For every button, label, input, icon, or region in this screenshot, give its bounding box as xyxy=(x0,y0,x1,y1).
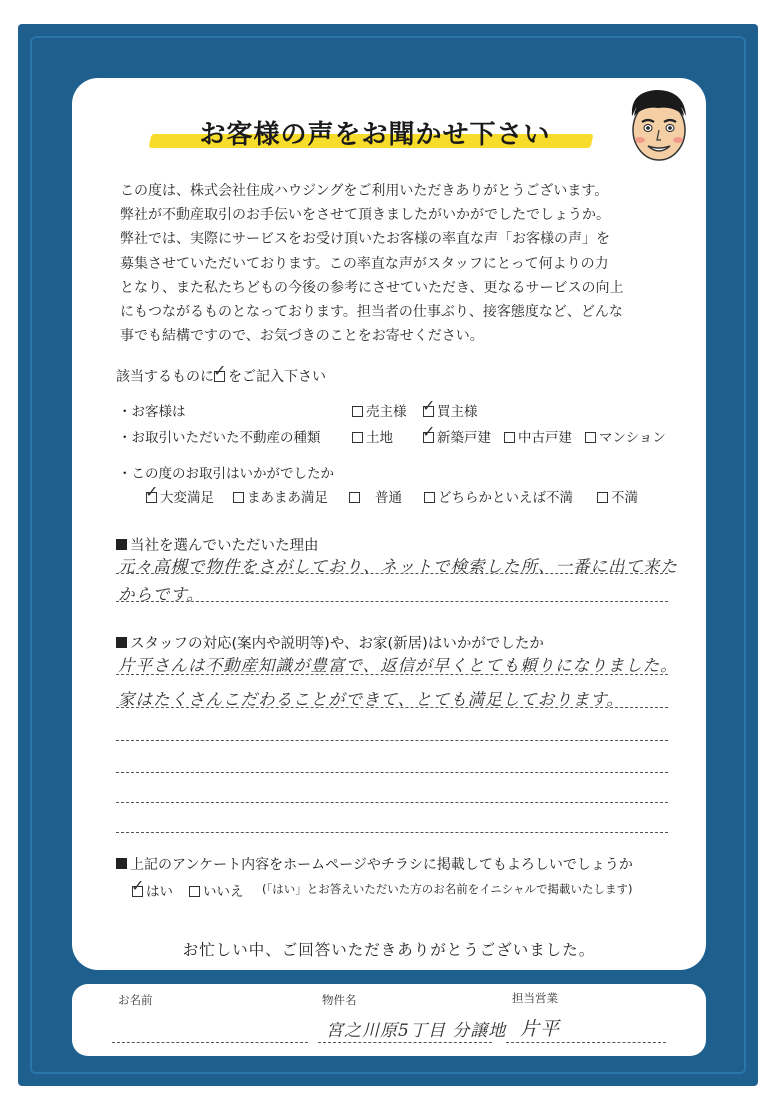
intro-line: この度は、株式会社住成ハウジングをご利用いただきありがとうございます。 xyxy=(120,183,609,199)
thanks-message: お忙しい中、ご回答いただきありがとうございました。 xyxy=(182,941,596,959)
customer-type-label: ・お客様は xyxy=(118,404,186,420)
intro-line: 弊社が不動産取引のお手伝いをさせて頂きましたがいかがでしたでしょうか。 xyxy=(120,207,610,224)
checkbox-option[interactable] xyxy=(424,486,573,506)
intro-line: 事でも結構ですので、お気づきのことをお寄せください。 xyxy=(120,328,484,345)
option-label: 大変満足 xyxy=(160,490,214,506)
instruction-pre: 該当するものに xyxy=(116,369,214,385)
checkbox-option[interactable] xyxy=(349,486,402,506)
check-icon: ✓ xyxy=(145,482,159,501)
option-label: いいえ xyxy=(203,884,244,900)
instruction xyxy=(116,361,326,386)
property-type-label: ・お取引いただいた不動産の種類 xyxy=(118,430,321,446)
checkbox-option[interactable] xyxy=(189,880,244,900)
option-label: 新築戸建 xyxy=(437,430,491,446)
checkbox-checked[interactable] xyxy=(422,396,436,417)
option-label: 普通 xyxy=(375,490,402,506)
name-label: お名前 xyxy=(118,993,153,1007)
checkbox-checked[interactable] xyxy=(131,876,145,897)
checkbox-option[interactable] xyxy=(352,400,407,420)
checkbox-option[interactable] xyxy=(597,486,638,506)
staff-title-text: スタッフの対応(案内や説明等)や、お家(新居)はいかがでしたか xyxy=(130,636,544,652)
option-label: マンション xyxy=(599,430,666,446)
answer-line xyxy=(116,772,668,773)
name-line xyxy=(112,1042,308,1043)
checkbox[interactable] xyxy=(349,492,360,503)
answer-line xyxy=(116,707,668,708)
checkbox[interactable] xyxy=(352,406,363,417)
checkbox[interactable] xyxy=(189,886,200,897)
option-label: どちらかといえば不満 xyxy=(438,490,573,506)
checkbox[interactable] xyxy=(424,492,435,503)
intro-line: にもつながるものとなっております。担当者の仕事ぶり、接客態度など、どんな xyxy=(120,304,623,321)
sample-checkbox xyxy=(213,361,227,382)
checkbox-checked[interactable] xyxy=(422,422,436,443)
intro-line: 弊社では、実際にサービスをお受け頂いたお客様の率直な声「お客様の声」を xyxy=(120,231,610,248)
option-label: 中古戸建 xyxy=(518,430,572,446)
option-label: 売主様 xyxy=(366,404,407,420)
checkbox-option[interactable] xyxy=(504,426,572,446)
page-title: お客様の声をお聞かせ下さい xyxy=(199,120,551,150)
reason-answer-line: 元々高槻で物件をさがしており、ネットで検索した所、一番に出て来た xyxy=(118,557,678,576)
reason-title xyxy=(116,534,319,555)
answer-line xyxy=(116,573,668,574)
checkbox-option[interactable] xyxy=(422,396,478,420)
square-bullet-icon xyxy=(116,539,127,550)
checkbox[interactable] xyxy=(352,432,363,443)
staff-value: 片平 xyxy=(520,1018,561,1040)
publish-title-text: 上記のアンケート内容をホームページやチラシに掲載してもよろしいでしょうか xyxy=(130,857,633,873)
reason-answer-line: からです。 xyxy=(118,585,205,604)
option-label: 土地 xyxy=(366,430,393,446)
option-label: 買主様 xyxy=(437,404,478,420)
checkbox-option[interactable] xyxy=(585,426,666,446)
checkbox[interactable] xyxy=(585,432,596,443)
staff-title xyxy=(116,632,544,653)
answer-line xyxy=(116,832,668,833)
option-label: はい xyxy=(146,884,173,900)
satisfaction-label: ・この度のお取引はいかがでしたか xyxy=(118,466,334,482)
staff-line xyxy=(506,1042,666,1043)
option-label: 不満 xyxy=(611,490,638,506)
title-block xyxy=(150,112,600,156)
check-icon: ✓ xyxy=(422,422,436,441)
staff-answer-line: 家はたくさんこだわることができて、とても満足しております。 xyxy=(118,690,624,709)
reason-title-text: 当社を選んでいただいた理由 xyxy=(130,538,319,554)
intro-line: 募集させていただいております。この率直な声がスタッフにとって何よりの力 xyxy=(120,255,609,272)
property-label: 物件名 xyxy=(322,993,357,1007)
checkbox-option[interactable] xyxy=(131,876,173,900)
publish-title xyxy=(116,854,633,874)
checkbox[interactable] xyxy=(504,432,515,443)
square-bullet-icon xyxy=(116,858,127,869)
checkbox-option[interactable] xyxy=(422,422,491,446)
instruction-post: をご記入下さい xyxy=(228,369,326,385)
intro-text xyxy=(120,179,680,348)
check-icon: ✓ xyxy=(131,876,145,895)
square-bullet-icon xyxy=(116,637,127,648)
check-icon: ✓ xyxy=(213,361,227,380)
staff-answer-line: 片平さんは不動産知識が豊富で、返信が早くとても頼りになりました。 xyxy=(118,656,678,675)
answer-line xyxy=(116,802,668,803)
property-line xyxy=(318,1042,492,1043)
check-icon: ✓ xyxy=(422,396,436,415)
checkbox-checked[interactable] xyxy=(145,482,159,503)
property-value: 宮之川原5丁目 分譲地 xyxy=(326,1021,507,1041)
option-label: まあまあ満足 xyxy=(247,490,328,506)
checkbox-option[interactable] xyxy=(145,482,214,506)
answer-line xyxy=(116,674,668,675)
checkbox-option[interactable] xyxy=(233,486,328,506)
staff-label: 担当営業 xyxy=(512,991,558,1005)
checkbox[interactable] xyxy=(233,492,244,503)
staff-face-icon xyxy=(622,86,694,166)
checkbox[interactable] xyxy=(597,492,608,503)
answer-line xyxy=(116,740,668,741)
answer-line xyxy=(116,601,668,602)
publish-note: (「はい」とお答えいただいた方のお名前をイニシャルで掲載いたします) xyxy=(262,882,633,896)
checkbox-option[interactable] xyxy=(352,426,393,446)
intro-line: となり、また私たちどもの今後の参考にさせていただき、更なるサービスの向上 xyxy=(120,279,624,296)
